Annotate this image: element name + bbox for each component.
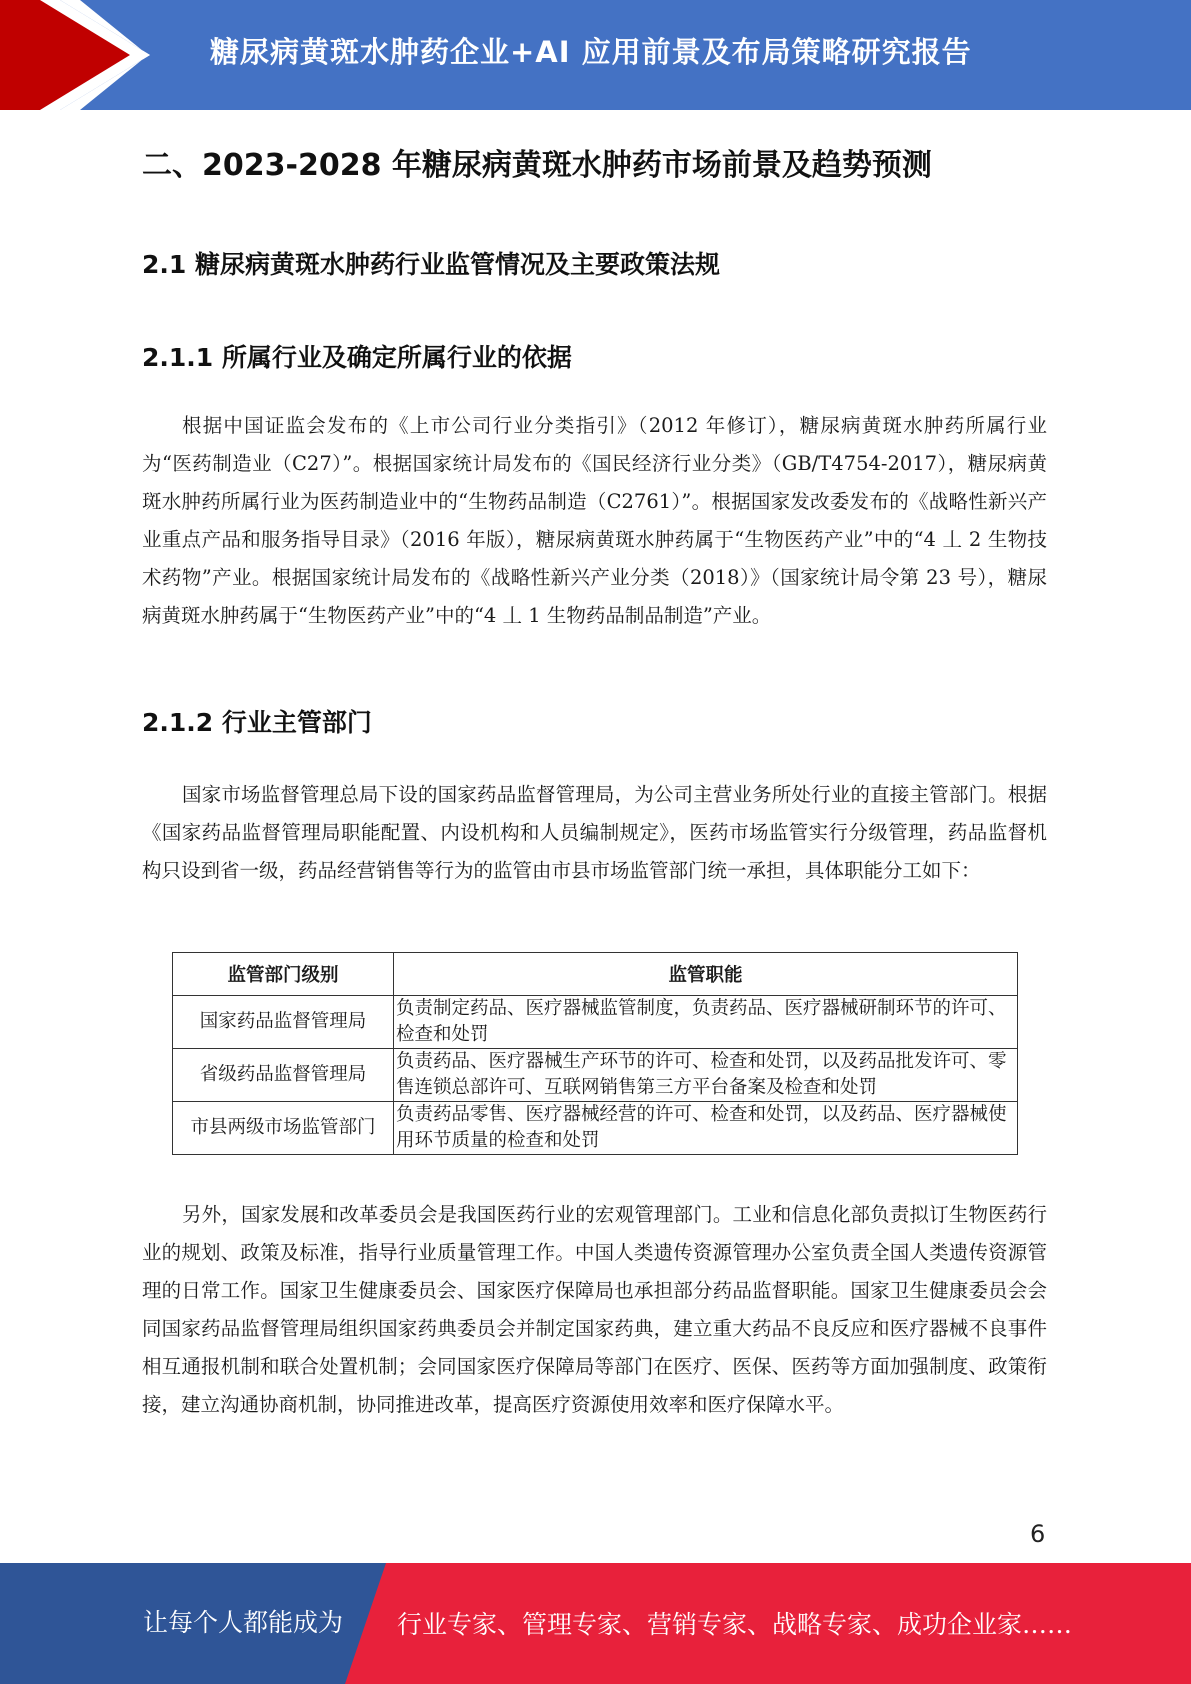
table-cell-duty: 负责制定药品、医疗器械监管制度，负责药品、医疗器械研制环节的许可、检查和处罚 <box>394 996 1018 1049</box>
header-banner <box>0 0 1191 110</box>
paragraph-regulator: 国家市场监督管理总局下设的国家药品监督管理局，为公司主营业务所处行业的直接主管部门。根据《国家药品监督管理局职能配置、内设机构和人员编制规定》，医药市场监管实行分级管理，药品监督机构只设到省一级，药品经营销售等行为的监管由市县市场监管部门统一承担，具体职能分工如下： <box>142 783 1047 882</box>
table-cell-level: 省级药品监督管理局 <box>173 1049 394 1102</box>
table-cell-level: 国家药品监督管理局 <box>173 996 394 1049</box>
subsection-title: 2.1 糖尿病黄斑水肿药行业监管情况及主要政策法规 <box>142 250 720 279</box>
table-cell-duty: 负责药品、医疗器械生产环节的许可、检查和处罚，以及药品批发许可、零售连锁总部许可、互联网销售第三方平台备案及检查和处罚 <box>394 1049 1018 1102</box>
table-row <box>173 996 1018 1049</box>
subsubsection-title-2-1-1: 2.1.1 所属行业及确定所属行业的依据 <box>142 343 572 372</box>
footer-banner <box>0 1563 1191 1684</box>
table-header-level: 监管部门级别 <box>173 953 394 996</box>
paragraph-other-regulators: 另外，国家发展和改革委员会是我国医药行业的宏观管理部门。工业和信息化部负责拟订生物医药行业的规划、政策及标准，指导行业质量管理工作。中国人类遗传资源管理办公室负责全国人类遗传资源管理的日常工作。国家卫生健康委员会、国家医疗保障局也承担部分药品监督职能。国家卫生健康委员会会同国家药品监督管理局组织国家药典委员会并制定国家药典，建立重大药品不良反应和医疗器械不良事件相互通报机制和联合处置机制；会同国家医疗保障局等部门在医疗、医保、医药等方面加强制度、政策衔接，建立沟通协商机制，协同推进改革，提高医疗资源使用效率和医疗保障水平。 <box>142 1203 1047 1416</box>
table-cell-duty: 负责药品零售、医疗器械经营的许可、检查和处罚，以及药品、医疗器械使用环节质量的检查和处罚 <box>394 1102 1018 1155</box>
page-number: 6 <box>1030 1520 1046 1548</box>
paragraph-industry-basis: 根据中国证监会发布的《上市公司行业分类指引》（2012 年修订），糖尿病黄斑水肿药所属行业为“医药制造业（C27）”。根据国家统计局发布的《国民经济行业分类》（GB/T4754-2017），糖尿病黄斑水肿药所属行业为医药制造业中的“生物药品制造（C2761）”。根据国家发改委发布的《战略性新兴产业重点产品和服务指导目录》（2016 年版），糖尿病黄斑水肿药属于“生物医药产业”中的“4 丄 2 生物技术药物”产业。根据国家统计局发布的《战略性新兴产业分类（2018）》（国家统计局令第 23 号），糖尿病黄斑水肿药属于“生物医药产业”中的“4 丄 1 生物药品制品制造”产业。 <box>142 414 1047 627</box>
header-title: 糖尿病黄斑水肿药企业+AI 应用前景及布局策略研究报告 <box>210 35 972 69</box>
regulation-table <box>172 952 1018 1155</box>
table-row <box>173 1102 1018 1155</box>
table-header-row <box>173 953 1018 996</box>
table-row <box>173 1049 1018 1102</box>
table-header-duty: 监管职能 <box>394 953 1018 996</box>
table-cell-level: 市县两级市场监管部门 <box>173 1102 394 1155</box>
footer-slogan-right: 行业专家、管理专家、营销专家、战略专家、成功企业家…… <box>397 1610 1073 1639</box>
footer-slogan-left: 让每个人都能成为 <box>143 1608 344 1637</box>
section-title: 二、2023-2028 年糖尿病黄斑水肿药市场前景及趋势预测 <box>142 148 932 183</box>
subsubsection-title-2-1-2: 2.1.2 行业主管部门 <box>142 708 372 737</box>
